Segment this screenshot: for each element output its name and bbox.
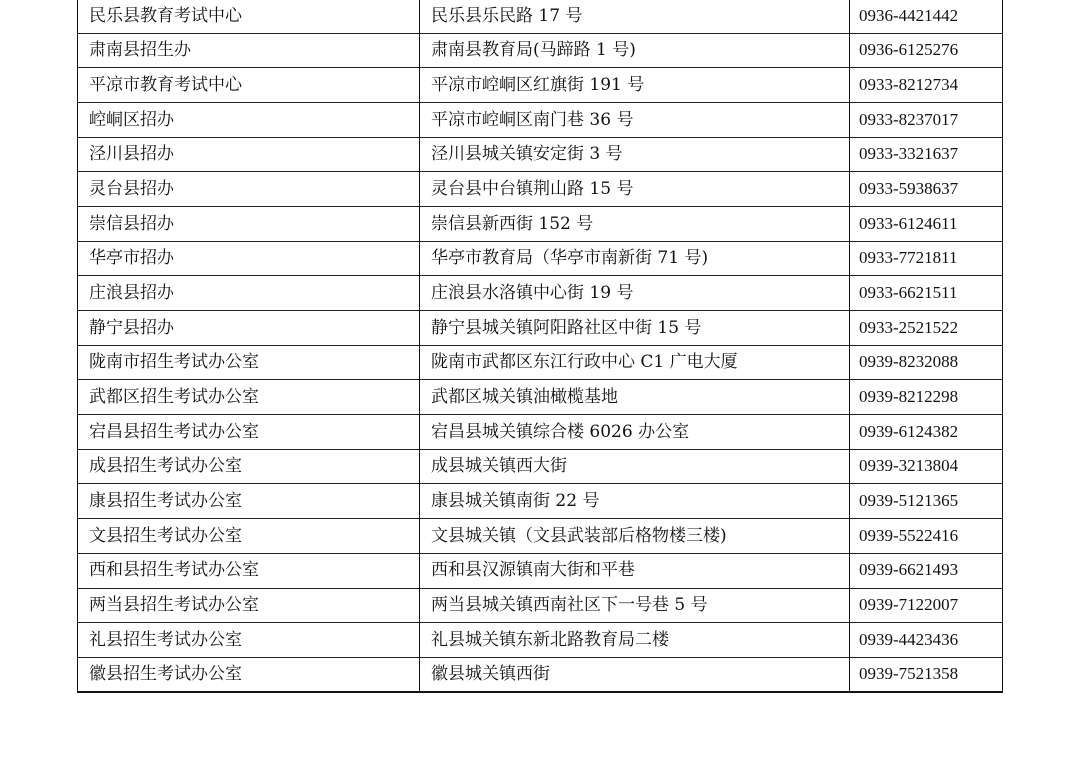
org-name-cell: 华亭市招办 — [78, 241, 420, 276]
contact-table-body — [78, 0, 1003, 692]
table-row — [78, 380, 1003, 415]
phone-cell: 0933-3321637 — [850, 137, 1003, 172]
table-row — [78, 345, 1003, 380]
org-name-cell: 武都区招生考试办公室 — [78, 380, 420, 415]
address-cell: 灵台县中台镇荆山路 15 号 — [420, 172, 850, 207]
table-row — [78, 519, 1003, 554]
address-cell: 文县城关镇（文县武装部后格物楼三楼) — [420, 519, 850, 554]
address-cell: 西和县汉源镇南大街和平巷 — [420, 553, 850, 588]
org-name-cell: 西和县招生考试办公室 — [78, 553, 420, 588]
org-name-cell: 宕昌县招生考试办公室 — [78, 415, 420, 450]
address-cell: 两当县城关镇西南社区下一号巷 5 号 — [420, 588, 850, 623]
org-name-cell: 两当县招生考试办公室 — [78, 588, 420, 623]
address-cell: 康县城关镇南街 22 号 — [420, 484, 850, 519]
phone-cell: 0933-5938637 — [850, 172, 1003, 207]
table-row — [78, 553, 1003, 588]
phone-cell: 0939-8212298 — [850, 380, 1003, 415]
table-row — [78, 33, 1003, 68]
phone-cell: 0933-8237017 — [850, 102, 1003, 137]
org-name-cell: 灵台县招办 — [78, 172, 420, 207]
address-cell: 礼县城关镇东新北路教育局二楼 — [420, 623, 850, 658]
org-name-cell: 文县招生考试办公室 — [78, 519, 420, 554]
address-cell: 平凉市崆峒区南门巷 36 号 — [420, 102, 850, 137]
table-row — [78, 415, 1003, 450]
address-cell: 肃南县教育局(马蹄路 1 号) — [420, 33, 850, 68]
org-name-cell: 崇信县招办 — [78, 206, 420, 241]
phone-cell: 0939-5522416 — [850, 519, 1003, 554]
address-cell: 宕昌县城关镇综合楼 6026 办公室 — [420, 415, 850, 450]
table-row — [78, 241, 1003, 276]
table-row — [78, 484, 1003, 519]
org-name-cell: 崆峒区招办 — [78, 102, 420, 137]
org-name-cell: 肃南县招生办 — [78, 33, 420, 68]
phone-cell: 0939-5121365 — [850, 484, 1003, 519]
address-cell: 成县城关镇西大街 — [420, 449, 850, 484]
table-row — [78, 137, 1003, 172]
phone-cell: 0939-6621493 — [850, 553, 1003, 588]
org-name-cell: 康县招生考试办公室 — [78, 484, 420, 519]
phone-cell: 0936-4421442 — [850, 0, 1003, 33]
phone-cell: 0939-8232088 — [850, 345, 1003, 380]
table-row — [78, 449, 1003, 484]
contact-table — [77, 0, 1003, 693]
table-row — [78, 206, 1003, 241]
table-row — [78, 623, 1003, 658]
phone-cell: 0939-7122007 — [850, 588, 1003, 623]
phone-cell: 0936-6125276 — [850, 33, 1003, 68]
table-row — [78, 68, 1003, 103]
table-row — [78, 276, 1003, 311]
table-row — [78, 172, 1003, 207]
phone-cell: 0939-7521358 — [850, 657, 1003, 692]
phone-cell: 0933-6124611 — [850, 206, 1003, 241]
org-name-cell: 徽县招生考试办公室 — [78, 657, 420, 692]
org-name-cell: 庄浪县招办 — [78, 276, 420, 311]
phone-cell: 0933-7721811 — [850, 241, 1003, 276]
phone-cell: 0933-2521522 — [850, 311, 1003, 346]
address-cell: 陇南市武都区东江行政中心 C1 广电大厦 — [420, 345, 850, 380]
phone-cell: 0939-4423436 — [850, 623, 1003, 658]
table-row — [78, 0, 1003, 33]
org-name-cell: 陇南市招生考试办公室 — [78, 345, 420, 380]
address-cell: 民乐县乐民路 17 号 — [420, 0, 850, 33]
table-row — [78, 588, 1003, 623]
table-row — [78, 102, 1003, 137]
table-row — [78, 311, 1003, 346]
phone-cell: 0939-6124382 — [850, 415, 1003, 450]
org-name-cell: 平凉市教育考试中心 — [78, 68, 420, 103]
phone-cell: 0933-8212734 — [850, 68, 1003, 103]
address-cell: 泾川县城关镇安定街 3 号 — [420, 137, 850, 172]
phone-cell: 0939-3213804 — [850, 449, 1003, 484]
address-cell: 静宁县城关镇阿阳路社区中街 15 号 — [420, 311, 850, 346]
org-name-cell: 泾川县招办 — [78, 137, 420, 172]
org-name-cell: 民乐县教育考试中心 — [78, 0, 420, 33]
address-cell: 平凉市崆峒区红旗街 191 号 — [420, 68, 850, 103]
address-cell: 庄浪县水洛镇中心街 19 号 — [420, 276, 850, 311]
phone-cell: 0933-6621511 — [850, 276, 1003, 311]
address-cell: 华亭市教育局（华亭市南新街 71 号) — [420, 241, 850, 276]
address-cell: 徽县城关镇西街 — [420, 657, 850, 692]
org-name-cell: 静宁县招办 — [78, 311, 420, 346]
table-row — [78, 657, 1003, 692]
org-name-cell: 成县招生考试办公室 — [78, 449, 420, 484]
org-name-cell: 礼县招生考试办公室 — [78, 623, 420, 658]
address-cell: 崇信县新西街 152 号 — [420, 206, 850, 241]
address-cell: 武都区城关镇油橄榄基地 — [420, 380, 850, 415]
